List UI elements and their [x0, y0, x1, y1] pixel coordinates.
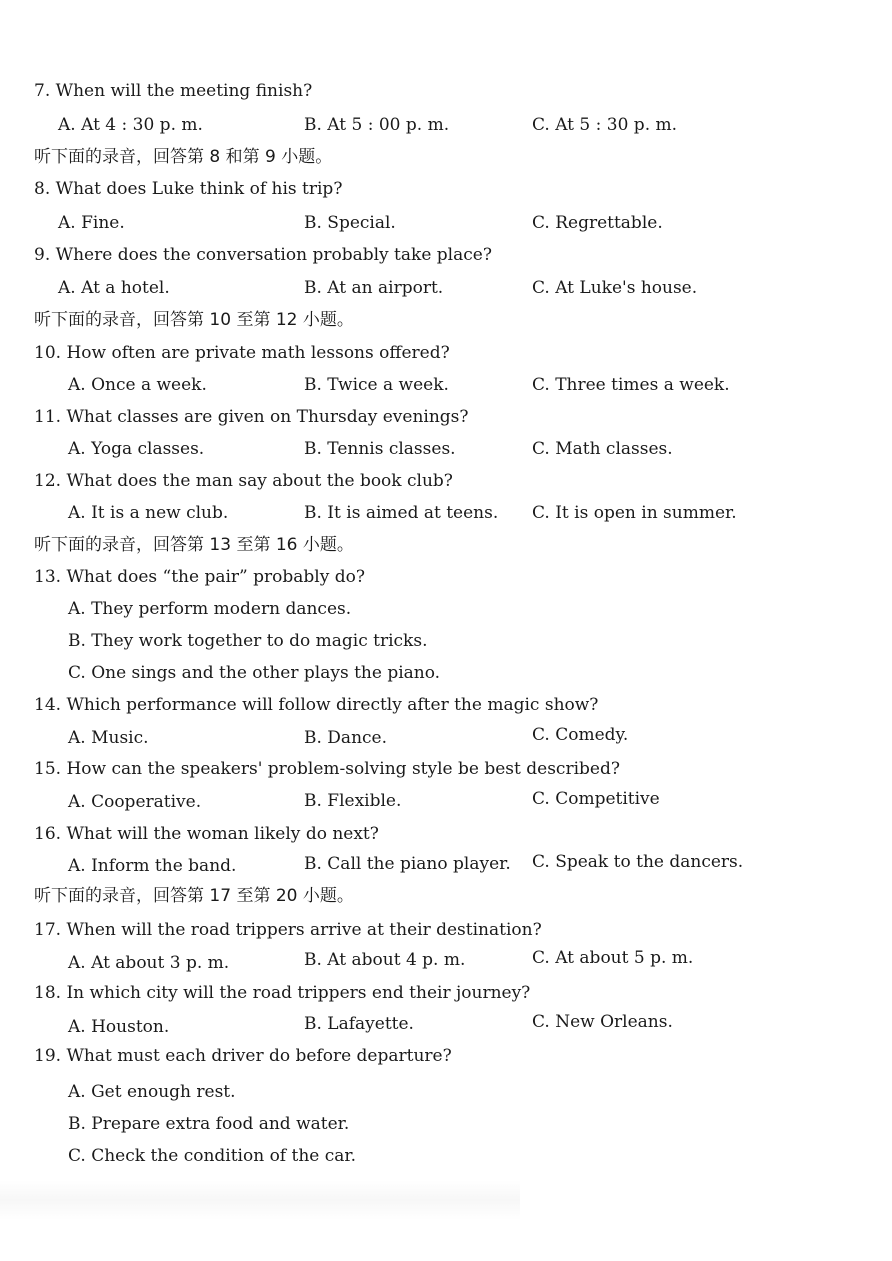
question-11-option-a: A. Yoga classes.	[68, 439, 205, 459]
question-16-option-a: A. Inform the band.	[68, 856, 237, 876]
question-10-stem: 10. How often are private math lessons offered?	[34, 343, 450, 363]
question-7-option-b: B. At 5 : 00 p. m.	[304, 115, 450, 135]
question-11-stem: 11. What classes are given on Thursday evenings?	[34, 407, 469, 427]
question-15-stem: 15. How can the speakers' problem-solving style be best described?	[34, 759, 620, 779]
question-17-option-a: A. At about 3 p. m.	[68, 953, 230, 973]
question-12-option-a: A. It is a new club.	[68, 503, 229, 523]
question-10-option-c: C. Three times a week.	[532, 375, 730, 395]
question-16-option-b: B. Call the piano player.	[304, 854, 511, 874]
question-19-option-a: A. Get enough rest.	[68, 1082, 236, 1102]
question-9-option-b: B. At an airport.	[304, 278, 444, 298]
question-11-option-c: C. Math classes.	[532, 439, 673, 459]
question-16-option-c: C. Speak to the dancers.	[532, 852, 744, 872]
scan-shadow	[0, 1180, 520, 1220]
question-7-stem: 7. When will the meeting finish?	[34, 81, 313, 101]
question-9-option-a: A. At a hotel.	[58, 278, 170, 298]
question-15-option-c: C. Competitive	[532, 789, 660, 809]
question-9-stem: 9. Where does the conversation probably take place?	[34, 245, 492, 265]
question-19-stem: 19. What must each driver do before departure?	[34, 1046, 452, 1066]
question-8-option-a: A. Fine.	[58, 213, 125, 233]
question-12-option-c: C. It is open in summer.	[532, 503, 737, 523]
question-15-option-a: A. Cooperative.	[68, 792, 202, 812]
question-14-stem: 14. Which performance will follow directly after the magic show?	[34, 695, 599, 715]
section-heading-8-9: 听下面的录音，回答第 8 和第 9 小题。	[34, 147, 333, 167]
question-17-option-c: C. At about 5 p. m.	[532, 948, 694, 968]
question-14-option-c: C. Comedy.	[532, 725, 629, 745]
question-10-option-b: B. Twice a week.	[304, 375, 449, 395]
question-7-option-c: C. At 5 : 30 p. m.	[532, 115, 678, 135]
question-18-stem: 18. In which city will the road trippers end their journey?	[34, 983, 531, 1003]
question-15-option-b: B. Flexible.	[304, 791, 402, 811]
section-heading-17-20: 听下面的录音，回答第 17 至第 20 小题。	[34, 886, 354, 906]
question-9-option-c: C. At Luke's house.	[532, 278, 698, 298]
question-8-option-c: C. Regrettable.	[532, 213, 663, 233]
question-19-option-b: B. Prepare extra food and water.	[68, 1114, 350, 1134]
question-17-stem: 17. When will the road trippers arrive at their destination?	[34, 920, 542, 940]
question-12-option-b: B. It is aimed at teens.	[304, 503, 499, 523]
question-14-option-a: A. Music.	[68, 728, 149, 748]
section-heading-10-12: 听下面的录音，回答第 10 至第 12 小题。	[34, 310, 354, 330]
question-19-option-c: C. Check the condition of the car.	[68, 1146, 357, 1166]
section-heading-13-16: 听下面的录音，回答第 13 至第 16 小题。	[34, 535, 354, 555]
question-18-option-c: C. New Orleans.	[532, 1012, 673, 1032]
question-13-stem: 13. What does “the pair” probably do?	[34, 567, 365, 587]
question-17-option-b: B. At about 4 p. m.	[304, 950, 466, 970]
question-13-option-b: B. They work together to do magic tricks.	[68, 631, 428, 651]
question-10-option-a: A. Once a week.	[68, 375, 207, 395]
question-18-option-a: A. Houston.	[68, 1017, 170, 1037]
question-8-stem: 8. What does Luke think of his trip?	[34, 179, 343, 199]
question-14-option-b: B. Dance.	[304, 728, 387, 748]
question-12-stem: 12. What does the man say about the book club?	[34, 471, 453, 491]
question-8-option-b: B. Special.	[304, 213, 396, 233]
question-13-option-c: C. One sings and the other plays the piano.	[68, 663, 441, 683]
question-16-stem: 16. What will the woman likely do next?	[34, 824, 379, 844]
question-18-option-b: B. Lafayette.	[304, 1014, 414, 1034]
question-11-option-b: B. Tennis classes.	[304, 439, 456, 459]
question-13-option-a: A. They perform modern dances.	[68, 599, 352, 619]
question-7-option-a: A. At 4 : 30 p. m.	[58, 115, 203, 135]
